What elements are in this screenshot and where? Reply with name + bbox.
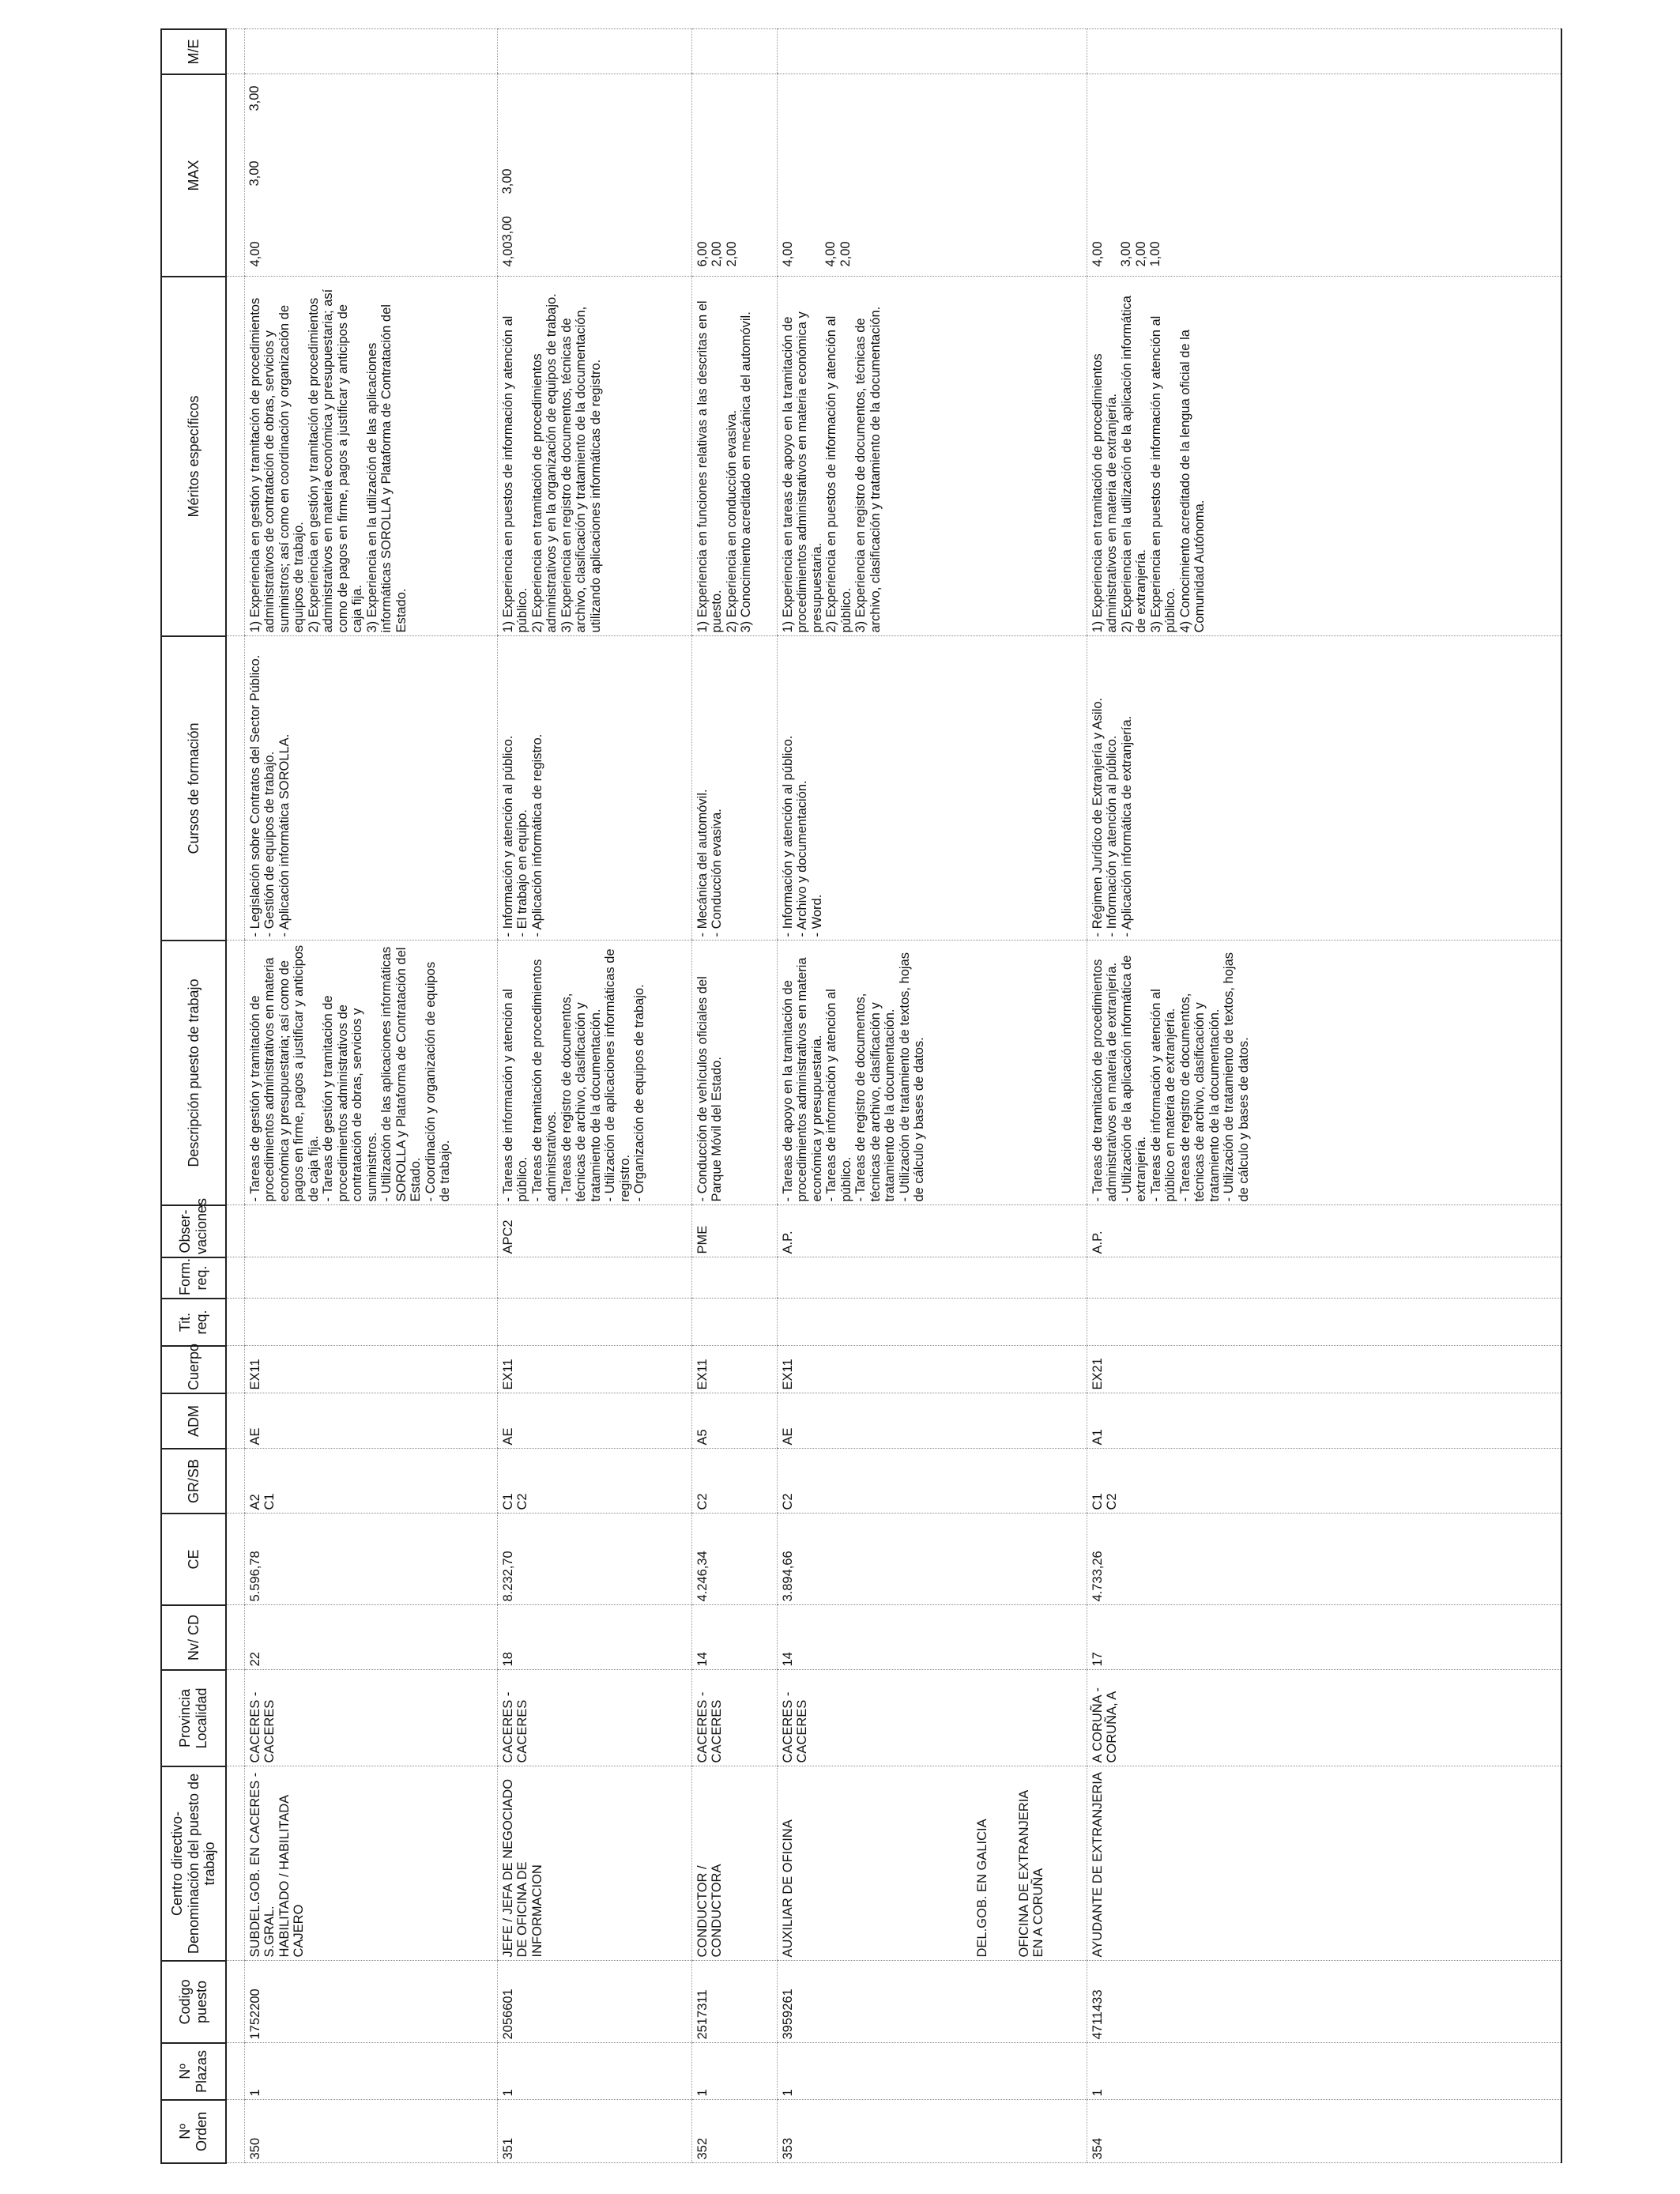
orden-cell: 351 <box>498 2100 692 2163</box>
merito-item: 1) Experiencia en tareas de apoyo en la tramitación de procedimientos administrativos en materia económica y presupuestaria. <box>781 311 824 633</box>
provincia-cell: A CORUÑA - CORUÑA, A <box>1087 1670 1561 1766</box>
merito-item: 2) Experiencia en gestión y tramitación de procedimientos administrativos en materia económica y presupuestaria; así como de pagos en firme, pagos a justificar y anticipos de caja fija. <box>306 288 365 633</box>
cuerpo-cell: EX11 <box>692 1346 778 1393</box>
merito-item: 3) Conocimiento acreditado en mecánica del automóvil. <box>739 311 754 633</box>
cursos-cell: - Mecánica del automóvil. - Conducción evasiva. <box>692 636 778 941</box>
max-cell <box>498 74 692 277</box>
orden-cell: 350 <box>245 2100 498 2163</box>
centro-cell <box>778 1766 1087 1961</box>
col-orden: Nº Orden <box>161 2100 226 2163</box>
codigo-cell: 4711433 <box>1087 1961 1561 2043</box>
table-row <box>692 29 778 2163</box>
plazas-cell: 1 <box>778 2043 1087 2100</box>
merito-item: 1) Experiencia en funciones relativas a las descritas en el puesto. <box>695 300 725 633</box>
max-cell <box>245 74 498 277</box>
max-value: 1,00 <box>1148 241 1163 267</box>
adm-cell: AE <box>245 1393 498 1449</box>
adm-cell: A1 <box>1087 1393 1561 1449</box>
merito-item: 3) Experiencia en registro de documentos, técnicas de archivo, clasificación y tratamiento de la documentación. <box>853 306 883 633</box>
tit-cell <box>1087 1299 1561 1346</box>
max-value: 4,00 <box>823 241 838 267</box>
cursos-cell: - Legislación sobre Contratos del Sector Público. - Gestión de equipos de trabajo. - Aplicación informática SOROLLA. <box>245 636 498 941</box>
meritos-cell <box>1087 277 1561 636</box>
codigo-cell: 3959261 <box>778 1961 1087 2043</box>
col-codigo: Codigo puesto <box>161 1961 226 2043</box>
centro-directivo: DEL.GOB. EN GALICIA <box>975 1819 990 1958</box>
max-value: 4,00 <box>1090 241 1105 267</box>
header-row <box>161 29 226 2163</box>
cursos-cell: - Información y atención al público. - Archivo y documentación. - Word. <box>778 636 1087 941</box>
plazas-cell: 1 <box>692 2043 778 2100</box>
orden-cell: 354 <box>1087 2100 1561 2163</box>
orden-cell: 352 <box>692 2100 778 2163</box>
tit-cell <box>692 1299 778 1346</box>
cursos-cell: - Información y atención al público. - El trabajo en equipo. - Aplicación informática de registro. <box>498 636 692 941</box>
codigo-cell: 1752200 <box>245 1961 498 2043</box>
col-descripcion: Descripción puesto de trabajo <box>161 941 226 1205</box>
me-cell <box>498 29 692 74</box>
nivel-cell: 14 <box>778 1605 1087 1670</box>
cursos-cell: - Régimen Jurídico de Extranjería y Asilo. - Información y atención al público. - Aplicación informática de extranjería. <box>1087 636 1561 941</box>
ce-cell: 8.232,70 <box>498 1514 692 1605</box>
cuerpo-cell: EX11 <box>498 1346 692 1393</box>
obs-cell: A.P. <box>1087 1205 1561 1257</box>
puesto-name: CONDUCTOR / CONDUCTORA <box>692 1766 778 1961</box>
grsb-cell: A2 C1 <box>245 1449 498 1514</box>
codigo-cell: 2056601 <box>498 1961 692 2043</box>
centro-oficina: OFICINA DE EXTRANJERIA EN A CORUÑA <box>1016 1790 1046 1958</box>
merito-item: 2) Experiencia en tramitación de procedimientos administrativos y en la organización de equipos de trabajo. <box>529 293 559 633</box>
col-me: M/E <box>161 29 226 74</box>
adm-cell: AE <box>778 1393 1087 1449</box>
max-cell <box>1087 74 1561 277</box>
ce-cell: 5.596,78 <box>245 1514 498 1605</box>
tit-cell <box>245 1299 498 1346</box>
centro-directivo: SUBDEL.GOB. EN CACERES - S.GRAL. <box>248 1772 277 1958</box>
col-nivel: Nv/ CD <box>161 1605 226 1670</box>
obs-cell: PME <box>692 1205 778 1257</box>
table-row <box>245 29 498 2163</box>
merito-item: 3) Experiencia en la utilización de las aplicaciones informáticas SOROLLA y Plataforma de Contratación del Estado. <box>364 304 409 633</box>
merito-item: 1) Experiencia en puestos de información y atención al público. <box>501 315 530 633</box>
obs-cell: APC2 <box>498 1205 692 1257</box>
max-value: 3,00 <box>247 160 262 187</box>
plazas-cell: 1 <box>498 2043 692 2100</box>
col-plazas: Nº Plazas <box>161 2043 226 2100</box>
me-cell <box>778 29 1087 74</box>
col-centro: Centro directivo- Denominación del puesto de trabajo <box>161 1766 226 1961</box>
max-value: 4,00 <box>781 241 795 267</box>
max-value: 4,00 <box>501 241 515 267</box>
max-cell <box>778 74 1087 277</box>
col-adm: ADM <box>161 1393 226 1449</box>
col-meritos: Méritos específicos <box>161 277 226 636</box>
col-obs: Obser- vaciones <box>161 1205 226 1257</box>
descripcion-cell: - Tareas de gestión y tramitación de procedimientos administrativos en materia económica y presupuestaria; así como de pagos en firme, pagos a justificar y anticipos de caja fija. - Tareas de gestión y tramitación de procedimientos administrativos de contratación de obras, servicios y suministros. - Utilización de las aplicaciones informáticas SOROLLA y Plataforma de Contratación del Estado. - Coordinación y organización de equipos de trabajo. <box>245 941 498 1205</box>
col-tit: Tit. req. <box>161 1299 226 1346</box>
max-value: 2,00 <box>1133 241 1148 267</box>
descripcion-cell: - Conducción de vehículos oficiales del Parque Móvil del Estado. <box>692 941 778 1205</box>
merito-item: 2) Experiencia en conducción evasiva. <box>724 409 739 633</box>
puesto-name: HABILITADO / HABILITADA CAJERO <box>277 1795 307 1958</box>
codigo-cell: 2517311 <box>692 1961 778 2043</box>
provincia-cell: CACERES - CACERES <box>778 1670 1087 1766</box>
nivel-cell: 17 <box>1087 1605 1561 1670</box>
obs-cell <box>245 1205 498 1257</box>
nivel-cell: 18 <box>498 1605 692 1670</box>
col-cursos: Cursos de formación <box>161 636 226 941</box>
provincia-cell: CACERES - CACERES <box>692 1670 778 1766</box>
descripcion-cell: - Tareas de información y atención al público. - Tareas de tramitación de procedimientos administrativos. - Tareas de registro de documentos, técnicas de archivo, clasificación y tratamiento de la documentación. - Utilización de aplicaciones informáticas de registro. - Organización de equipos de trabajo. <box>498 941 692 1205</box>
ce-cell: 4.246,34 <box>692 1514 778 1605</box>
max-value: 2,00 <box>724 241 739 267</box>
cuerpo-cell: EX11 <box>245 1346 498 1393</box>
form-cell <box>245 1257 498 1299</box>
cuerpo-cell: EX11 <box>778 1346 1087 1393</box>
nivel-cell: 22 <box>245 1605 498 1670</box>
max-value: 6,00 <box>695 241 710 267</box>
provincia-cell: CACERES - CACERES <box>245 1670 498 1766</box>
col-ce: CE <box>161 1514 226 1605</box>
me-cell <box>245 29 498 74</box>
header-gap-row <box>226 29 245 2163</box>
meritos-cell <box>245 277 498 636</box>
col-form: Form. req. <box>161 1257 226 1299</box>
col-grsb: GR/SB <box>161 1449 226 1514</box>
me-cell <box>1087 29 1561 74</box>
max-value: 3,00 <box>247 85 262 111</box>
merito-item: 1) Experiencia en gestión y tramitación de procedimientos administrativos de contratación de obras, servicios y suministros; así como en coordinación y organización de equipos de trabajo. <box>248 297 307 633</box>
orden-cell: 353 <box>778 2100 1087 2163</box>
max-value: 3,00 <box>1119 241 1134 267</box>
merito-item: 3) Experiencia en puestos de información y atención al público. <box>1148 315 1178 633</box>
merito-item: 2) Experiencia en puestos de información y atención al público. <box>824 315 853 633</box>
col-cuerpo: Cuerpo <box>161 1346 226 1393</box>
merito-item: 4) Conocimiento acreditado de la lengua oficial de la Comunidad Autónoma. <box>1177 330 1207 633</box>
cuerpo-cell: EX21 <box>1087 1346 1561 1393</box>
max-value: 4,00 <box>248 241 262 267</box>
puesto-name: AYUDANTE DE EXTRANJERIA <box>1087 1766 1561 1961</box>
max-value: 2,00 <box>838 241 853 267</box>
ce-cell: 3.894,66 <box>778 1514 1087 1605</box>
merito-item: 1) Experiencia en tramitación de procedimientos administrativos en materia de extranjería. <box>1090 353 1120 633</box>
adm-cell: AE <box>498 1393 692 1449</box>
meritos-cell <box>778 277 1087 636</box>
max-value: 2,00 <box>710 241 725 267</box>
form-cell <box>692 1257 778 1299</box>
table-row <box>1087 29 1561 2163</box>
descripcion-cell: - Tareas de tramitación de procedimientos administrativos en materia de extranjería. - Utilización de la aplicación informática de extranjería. - Tareas de información y atención al público en materia de extranjería. - Tareas de registro de documentos, técnicas de archivo, clasificación y tratamiento de la documentación. - Utilización de tratamiento de textos, hojas de cálculo y bases de datos. <box>1087 941 1561 1205</box>
max-value: 3,00 <box>500 216 515 242</box>
adm-cell: A5 <box>692 1393 778 1449</box>
form-cell <box>778 1257 1087 1299</box>
form-cell <box>498 1257 692 1299</box>
plazas-cell: 1 <box>245 2043 498 2100</box>
max-cell <box>692 74 778 277</box>
centro-cell <box>245 1766 498 1961</box>
job-positions-table <box>160 28 1562 2164</box>
me-cell <box>692 29 778 74</box>
obs-cell: A.P. <box>778 1205 1087 1257</box>
merito-item: 3) Experiencia en registro de documentos, técnicas de archivo, clasificación y tratamiento de la documentación, utilizando aplicaciones informáticas de registro. <box>559 306 603 633</box>
grsb-cell: C2 <box>692 1449 778 1514</box>
table-row <box>498 29 692 2163</box>
meritos-cell <box>692 277 778 636</box>
descripcion-cell: - Tareas de apoyo en la tramitación de procedimientos administrativos en materia económica y presupuestaria. - Tareas de información y atención al público. - Tareas de registro de documentos, técnicas de archivo, clasificación y tratamiento de la documentación. - Utilización de tratamiento de textos, hojas de cálculo y bases de datos. <box>778 941 1087 1205</box>
tit-cell <box>778 1299 1087 1346</box>
plazas-cell: 1 <box>1087 2043 1561 2100</box>
puesto-name: JEFE / JEFA DE NEGOCIADO DE OFICINA DE INFORMACION <box>498 1766 692 1961</box>
tit-cell <box>498 1299 692 1346</box>
meritos-cell <box>498 277 692 636</box>
table-row <box>778 29 1087 2163</box>
merito-item: 2) Experiencia en la utilización de la aplicación informática de extranjería. <box>1119 296 1149 633</box>
provincia-cell: CACERES - CACERES <box>498 1670 692 1766</box>
nivel-cell: 14 <box>692 1605 778 1670</box>
ce-cell: 4.733,26 <box>1087 1514 1561 1605</box>
form-cell <box>1087 1257 1561 1299</box>
col-provincia: Provincia Localidad <box>161 1670 226 1766</box>
max-value: 3,00 <box>499 168 514 194</box>
grsb-cell: C2 <box>778 1449 1087 1514</box>
puesto-name: AUXILIAR DE OFICINA <box>781 1819 795 1958</box>
col-max: MAX <box>161 74 226 277</box>
grsb-cell: C1 C2 <box>498 1449 692 1514</box>
grsb-cell: C1 C2 <box>1087 1449 1561 1514</box>
